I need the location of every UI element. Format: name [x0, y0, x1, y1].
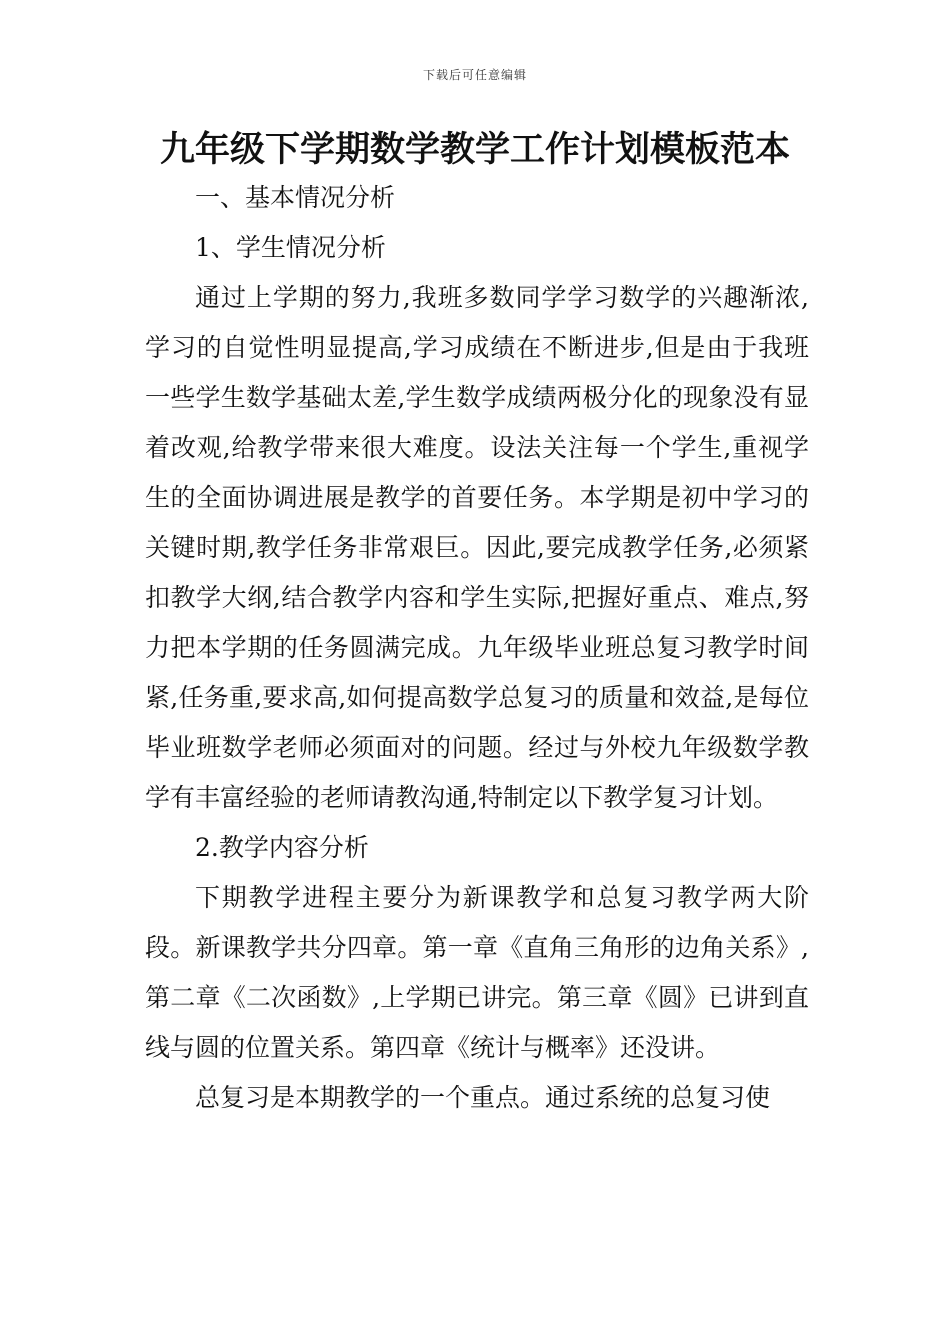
subsection-heading-content-analysis: 2.教学内容分析	[195, 833, 369, 862]
header-note: 下载后可任意编辑	[422, 68, 527, 82]
paragraph-review: 总复习是本期教学的一个重点。通过系统的总复习使	[195, 1083, 771, 1112]
subsection-heading-student-analysis: 1、学生情况分析	[195, 233, 386, 262]
document-body	[145, 173, 809, 1123]
section-heading-basic-analysis: 一、基本情况分析	[195, 183, 396, 212]
paragraph-student-analysis: 通过上学期的努力,我班多数同学学习数学的兴趣渐浓,学习的自觉性明显提高,学习成绩在不断进步,但是由于我班一些学生数学基础太差,学生数学成绩两极分化的现象没有显着改观,给教学带来很大难度。设法关注每一个学生,重视学生的全面协调进展是教学的首要任务。本学期是初中学习的关键时期,教学任务非常艰巨。因此,要完成教学任务,必须紧扣教学大纲,结合教学内容和学生实际,把握好重点、难点,努力把本学期的任务圆满完成。九年级毕业班总复习教学时间紧,任务重,要求高,如何提高数学总复习的质量和效益,是每位毕业班数学老师必须面对的问题。经过与外校九年级数学教学有丰富经验的老师请教沟通,特制定以下教学复习计划。	[145, 283, 809, 812]
paragraph-content-analysis: 下期教学进程主要分为新课教学和总复习教学两大阶段。新课教学共分四章。第一章《直角三角形的边角关系》,第二章《二次函数》,上学期已讲完。第三章《圆》已讲到直线与圆的位置关系。第四章《统计与概率》还没讲。	[145, 883, 809, 1062]
document-title: 九年级下学期数学教学工作计划模板范本	[159, 130, 790, 170]
